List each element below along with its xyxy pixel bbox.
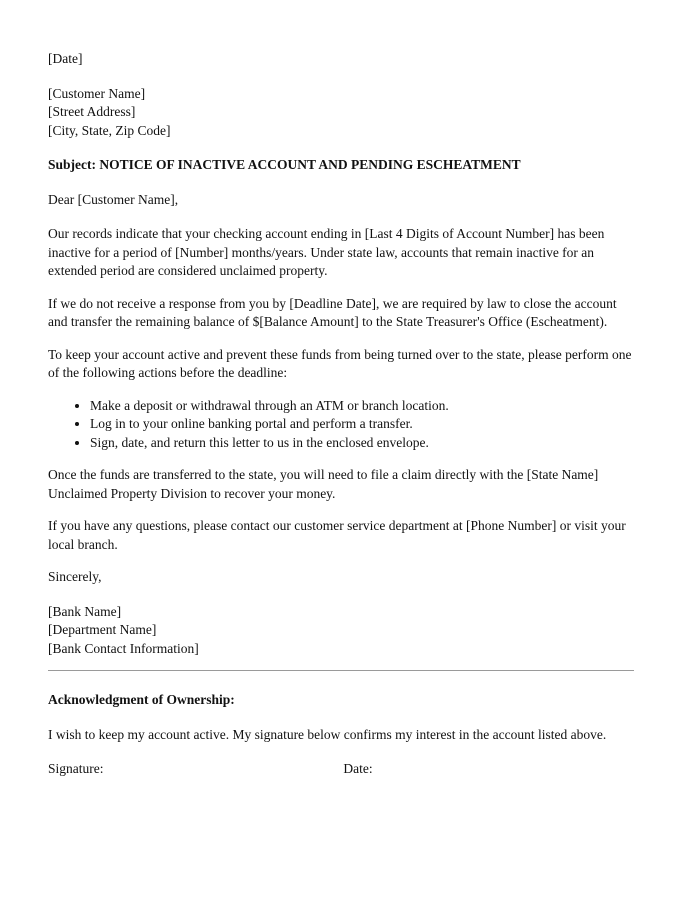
paragraph-actions-intro: To keep your account active and prevent these funds from being turned over to the state, please perform one of the following actions before the deadline: [48,346,632,380]
recipient-name-line: [Customer Name] [48,85,146,101]
subject-line: Subject: NOTICE OF INACTIVE ACCOUNT AND PENDING ESCHEATMENT [48,157,521,172]
signature-line [48,760,634,779]
salutation: Dear [Customer Name], [48,191,179,207]
date-label: Date: [343,761,373,776]
recipient-street-line: [Street Address] [48,104,136,119]
section-divider [48,670,634,671]
date-line: [Date] [48,51,83,66]
recipient-address-block [48,85,634,141]
recipient-city-line: [City, State, Zip Code] [48,122,171,138]
paragraph-contact: If you have any questions, please contact our customer service department at [Phone Number] or visit your local branch. [48,518,626,552]
closing-sincerely: Sincerely, [48,569,102,584]
list-item: • Make a deposit or withdrawal through an ATM or branch location. [90,397,634,416]
actions-list [48,397,634,453]
paragraph-state-claim: Once the funds are transferred to the state, you will need to file a claim directly with the [State Name] Unclaimed Property Division to recover your money. [48,467,599,501]
acknowledgment-text: I wish to keep my account active. My signature below confirms my interest in the account listed above. [48,726,607,742]
signature-label: Signature: [48,761,104,776]
list-item: • Sign, date, and return this letter to us in the enclosed envelope. [90,434,634,453]
sender-block [48,603,634,659]
list-item: • Log in to your online banking portal and perform a transfer. [90,415,634,434]
paragraph-account-inactive: Our records indicate that your checking account ending in [Last 4 Digits of Account Number] has been inactive for a period of [Number] months/years. Under state law, accounts that remain inactive for an extended period are considered unclaimed property. [48,226,605,278]
department-line: [Department Name] [48,622,157,637]
contact-line: [Bank Contact Information] [48,640,199,656]
paragraph-deadline: If we do not receive a response from you by [Deadline Date], we are required by law to close the account and transfer the remaining balance of $[Balance Amount] to the State Treasurer's Office (Escheatment). [48,295,617,329]
acknowledgment-heading: Acknowledgment of Ownership: [48,692,235,707]
bank-name-line: [Bank Name] [48,603,122,619]
